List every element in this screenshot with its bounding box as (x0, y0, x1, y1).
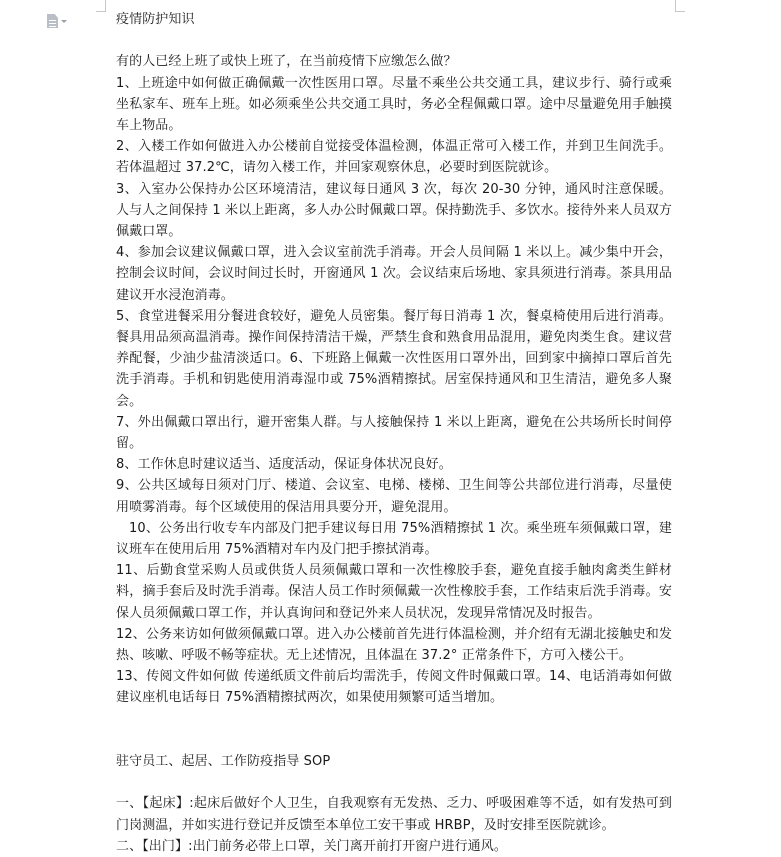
item-2-entering-building: 2、入楼工作如何做进入办公楼前自觉接受体温检测，体温正常可入楼工作，并到卫生间洗手。若体温超过 37.2℃，请勿入楼工作，并回家观察休息，必要时到医院就诊。 (116, 139, 672, 176)
document-title: 疫情防护知识 (116, 12, 195, 27)
margin-corner-marker-left (96, 0, 106, 12)
item-3-office: 3、入室办公保持办公区环境清洁，建议每日通风 3 次，每次 20-30 分钟，通风时注意保暖。人与人之间保持 1 米以上距离，多人办公时佩戴口罩。保持勤洗手、多饮水。接待外来人员双方佩戴口罩。 (116, 181, 672, 240)
section-heading-sop: 驻守员工、起居、工作防疫指导 SOP (116, 754, 331, 770)
item-10-official-travel: 10、公务出行收专车内部及门把手建议每日用 75%酒精擦拭 1 次。乘坐班车须佩戴口罩，建议班车在使用后用 75%酒精对车内及门把手擦拭消毒。 (116, 520, 672, 558)
item-12-visitors: 12、公务来访如何做须佩戴口罩。进入办公楼前首先进行体温检测，并介绍有无湖北接触史和发热、咳嗽、呼吸不畅等症状。无上述情况，且体温在 37.2° 正常条件下，方可入楼公干。 (116, 626, 672, 664)
item-11-logistics: 11、后勤食堂采购人员或供货人员须佩戴口罩和一次性橡胶手套，避免直接手触肉禽类生鲜材料，摘手套后及时洗手消毒。保洁人员工作时须佩戴一次性橡胶手套，工作结束后洗手消毒。安保人员须佩戴口罩工作，并认真询问和登记外来人员状况，发现异常情况及时报告。 (116, 563, 672, 621)
document-menu-button[interactable] (47, 13, 75, 29)
item-9-public-areas: 9、公共区域每日须对门厅、楼道、会议室、电梯、楼梯、卫生间等公共部位进行消毒，尽量使用喷雾消毒。每个区域使用的保洁用具要分开，避免混用。 (116, 478, 672, 515)
chevron-down-icon (61, 20, 67, 23)
item-8-rest: 8、工作休息时建议适当、适度活动，保证身体状况良好。 (116, 457, 452, 473)
document-body[interactable] (116, 9, 672, 857)
sop-step-2-go-out: 二、【出门】:出门前务必带上口罩，关门离开前打开窗户进行通风。 (116, 838, 507, 854)
item-4-meetings: 4、参加会议建议佩戴口罩，进入会议室前洗手消毒。开会人员间隔 1 米以上。减少集中开会，控制会议时间，会议时间过长时，开窗通风 1 次。会议结束后场地、家具须进行消毒。茶具用品建议开水浸泡消毒。 (116, 245, 672, 303)
item-1-commute: 1、上班途中如何做正确佩戴一次性医用口罩。尽量不乘坐公共交通工具，建议步行、骑行或乘坐私家车、班车上班。如必须乘坐公共交通工具时，务必全程佩戴口罩。途中尽量避免用手触摸车上物品。 (116, 75, 672, 133)
sop-step-1-wake-up: 一、【起床】:起床后做好个人卫生，自我观察有无发热、乏力、呼吸困难等不适，如有发热可到门岗测温，并如实进行登记并反馈至本单位工安干事或 HRBP，及时安排至医院就诊。 (116, 796, 672, 833)
blank-lines (116, 709, 672, 751)
blank-line (116, 772, 672, 793)
blank-line (116, 30, 672, 51)
document-icon (47, 14, 58, 28)
item-13-14-documents-phone: 13、传阅文件如何做 传递纸质文件前后均需洗手，传阅文件时佩戴口罩。14、电话消毒如何做建议座机电话每日 75%酒精擦拭两次，如果使用频繁可适当增加。 (116, 669, 672, 706)
item-7-outing: 7、外出佩戴口罩出行，避开密集人群。与人接触保持 1 米以上距离，避免在公共场所长时间停留。 (116, 414, 672, 452)
item-5-canteen: 5、食堂进餐采用分餐进食较好，避免人员密集。餐厅每日消毒 1 次，餐桌椅使用后进行消毒。餐具用品须高温消毒。操作间保持清洁干燥，严禁生食和熟食用品混用，避免肉类生食。建议营养配餐，少油少盐清淡适口。6、下班路上佩戴一次性医用口罩外出，回到家中摘掉口罩后首先洗手消毒。手机和钥匙使用消毒湿巾或 75%酒精擦拭。居室保持通风和卫生清洁，避免多人聚会。 (116, 308, 672, 409)
margin-corner-marker-right (675, 0, 685, 12)
intro-question: 有的人已经上班了或快上班了，在当前疫情下应缴怎么做？ (116, 54, 457, 70)
